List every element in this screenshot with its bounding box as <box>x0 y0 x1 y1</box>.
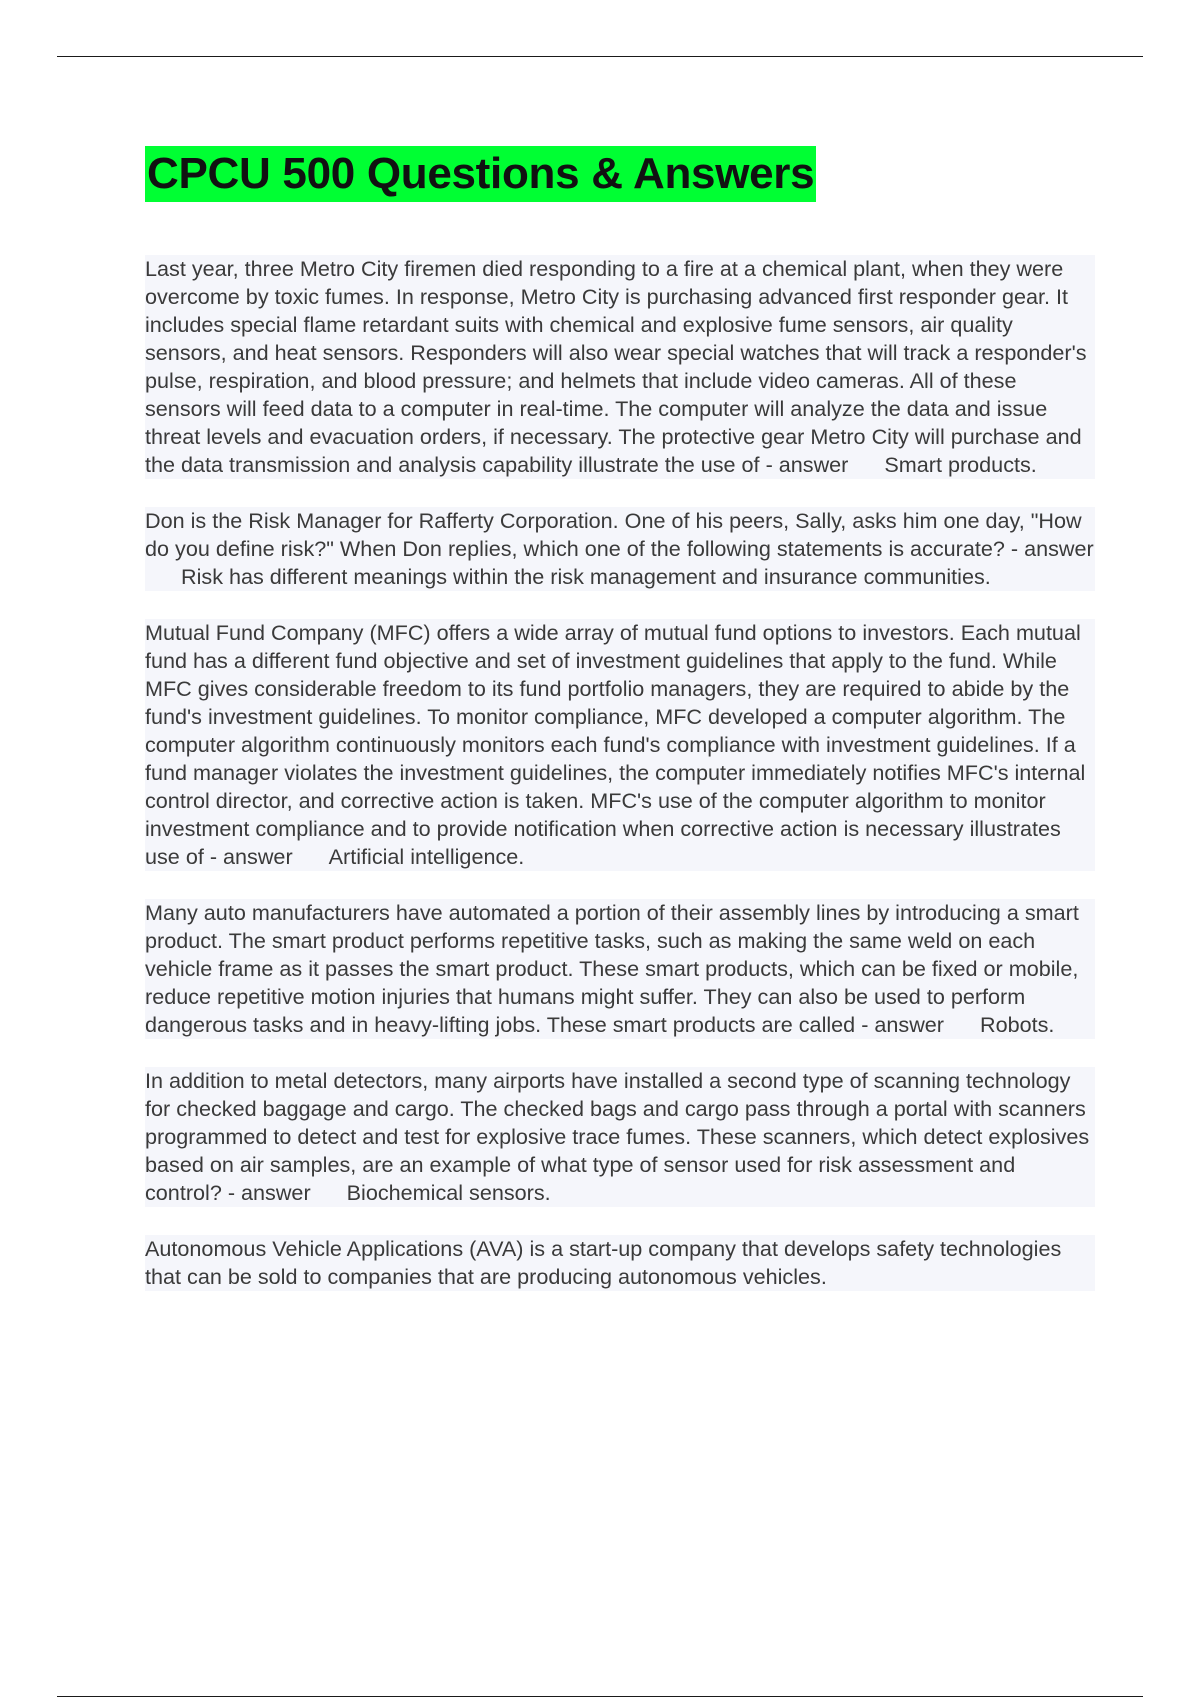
question-text: Last year, three Metro City firemen died responding to a fire at a chemical plant, when they were overcome by toxic fumes. In response, Metro City is purchasing advanced first responder gear. It includes special flame retardant suits with chemical and explosive fume sensors, air quality sensors, and heat sensors. Responders will also wear special watches that will track a responder's pulse, respiration, and blood pressure; and helmets that include video cameras. All of these sensors will feed data to a computer in real-time. The computer will analyze the data and issue threat levels and evacuation orders, if necessary. The protective gear Metro City will purchase and the data transmission and analysis capability illustrate the use of <box>145 256 1087 477</box>
answer-label: - answer <box>765 452 849 477</box>
question-text: Autonomous Vehicle Applications (AVA) is a start-up company that develops safety technologies that can be sold to companies that are producing autonomous vehicles. <box>145 1236 1062 1289</box>
qa-list <box>145 255 1095 1319</box>
answer-label: - answer <box>209 844 293 869</box>
qa-item <box>145 255 1095 479</box>
answer-text: Risk has different meanings within the risk management and insurance communities. <box>181 564 991 589</box>
qa-item <box>145 899 1095 1039</box>
answer-text: Artificial intelligence. <box>328 844 525 869</box>
question-text: Mutual Fund Company (MFC) offers a wide array of mutual fund options to investors. Each mutual fund has a different fund objective and set of investment guidelines that apply to the fund. While MFC gives considerable freedom to its fund portfolio managers, they are required to abide by the fund's investment guidelines. To monitor compliance, MFC developed a computer algorithm. The computer algorithm continuously monitors each fund's compliance with investment guidelines. If a fund manager violates the investment guidelines, the computer immediately notifies MFC's internal control director, and corrective action is taken. MFC's use of the computer algorithm to monitor investment compliance and to provide notification when corrective action is necessary illustrates use of <box>145 620 1086 869</box>
footer-rule <box>57 1696 1143 1697</box>
answer-label: - answer <box>861 1012 944 1037</box>
qa-item <box>145 1235 1095 1291</box>
document-title: CPCU 500 Questions & Answers <box>145 146 816 202</box>
qa-item <box>145 619 1095 871</box>
answer-label: - answer <box>1010 536 1094 561</box>
qa-item <box>145 507 1095 591</box>
answer-text: Robots. <box>980 1012 1055 1037</box>
answer-text: Biochemical sensors. <box>346 1180 551 1205</box>
question-text: Many auto manufacturers have automated a portion of their assembly lines by introducing a smart product. The smart product performs repetitive tasks, such as making the same weld on each vehicle frame as it passes the smart product. These smart products, which can be fixed or mobile, reduce repetitive motion injuries that humans might suffer. They can also be used to perform dangerous tasks and in heavy-lifting jobs. These smart products are called <box>145 900 1079 1037</box>
question-text: Don is the Risk Manager for Rafferty Corporation. One of his peers, Sally, asks him one day, "How do you define risk?" When Don replies, which one of the following statements is accurate? <box>145 508 1082 561</box>
qa-item <box>145 1067 1095 1207</box>
question-text: In addition to metal detectors, many airports have installed a second type of scanning technology for checked baggage and cargo. The checked bags and cargo pass through a portal with scanners programmed to detect and test for explosive trace fumes. These scanners, which detect explosives based on air samples, are an example of what type of sensor used for risk assessment and control? <box>145 1068 1090 1205</box>
answer-text: Smart products. <box>884 452 1037 477</box>
header-rule <box>57 56 1143 57</box>
answer-label: - answer <box>227 1180 311 1205</box>
